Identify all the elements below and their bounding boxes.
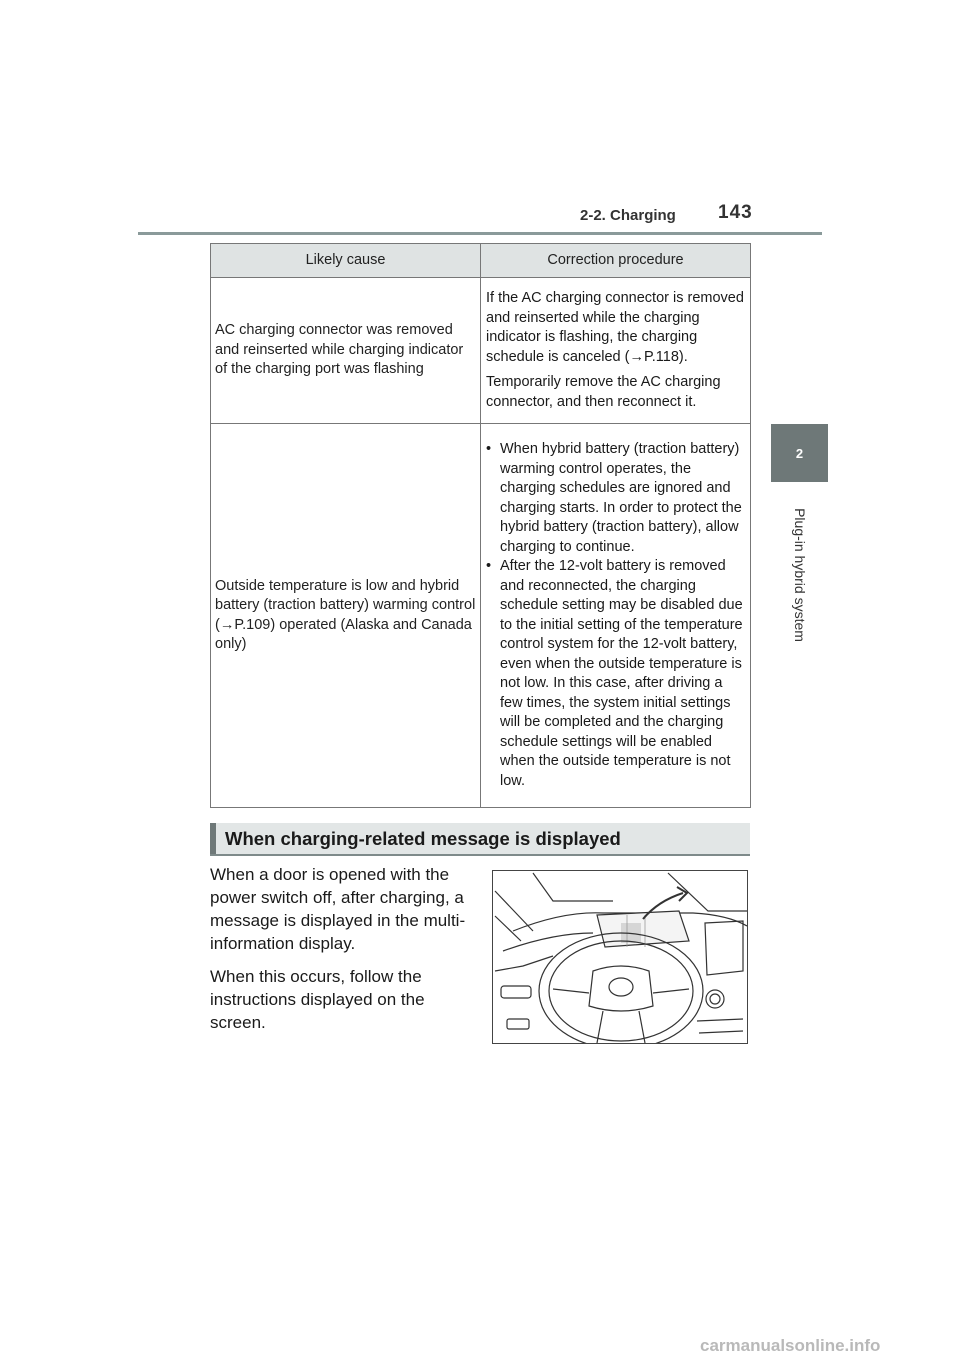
chapter-tab: 2 [771, 424, 828, 482]
section-title: 2-2. Charging [580, 207, 676, 224]
section-body [210, 863, 480, 1044]
dashboard-steering-wheel-icon [493, 871, 747, 1043]
cause-cell: AC charging connector was removed and reinserted while charging indicator of the charging port was flashing [211, 278, 481, 424]
procedure-paragraph: Temporarily remove the AC charging connector, and then reconnect it. [486, 374, 721, 410]
troubleshooting-table [210, 243, 751, 808]
cause-cell: Outside temperature is low and hybrid battery (traction battery) warming control (→P.109) operated (Alaska and Canada only) [211, 424, 481, 808]
section-heading [210, 823, 750, 856]
dashboard-illustration [492, 870, 748, 1044]
procedure-cell [481, 278, 751, 424]
table-header-row [211, 244, 751, 278]
header-divider [138, 232, 822, 235]
list-item: • When hybrid battery (traction battery) warming control operates, the charging schedules are ignored and charging starts. In order to protect the hybrid battery (traction battery), allow charging to continue. [486, 440, 744, 557]
table-row [211, 278, 751, 424]
column-header-cause: Likely cause [211, 244, 481, 278]
procedure-paragraph: If the AC charging connector is removed and reinserted while the charging indicator is flashing, the charging schedule is canceled (→P.118). [486, 290, 744, 365]
procedure-cell [481, 424, 751, 808]
body-paragraph: When this occurs, follow the instructions displayed on the screen. [210, 967, 425, 1032]
body-paragraph: When a door is opened with the power switch off, after charging, a message is displayed in the multi-information display. [210, 865, 466, 953]
watermark: carmanualsonline.info [700, 1336, 881, 1355]
heading-accent-bar [210, 823, 216, 854]
table-row [211, 424, 751, 808]
section-heading-text: When charging-related message is displayed [225, 828, 621, 849]
column-header-procedure: Correction procedure [481, 244, 751, 278]
list-item: • After the 12-volt battery is removed and reconnected, the charging schedule setting may be disabled due to the initial setting of the temperature control system for the 12-volt battery, even when the outside temperature is not low. In this case, after driving a few times, the system initial settings will be completed and the charging schedule settings will be enabled when the outside temperature is not low. [486, 557, 744, 791]
procedure-list [486, 440, 744, 791]
page-number: 143 [718, 202, 753, 223]
chapter-label: Plug-in hybrid system [792, 508, 808, 642]
